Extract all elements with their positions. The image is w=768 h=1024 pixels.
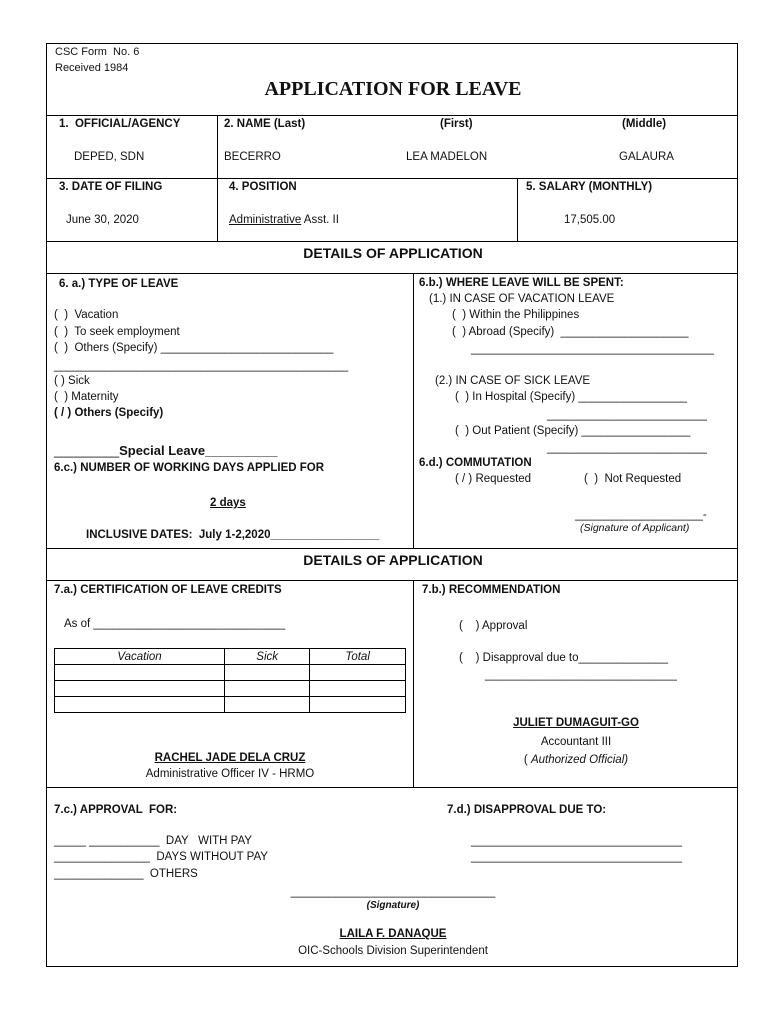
- name-first-label: (First): [440, 118, 473, 130]
- date-of-filing-value: June 30, 2020: [66, 214, 139, 226]
- option-sick: ( ) Sick: [54, 375, 90, 387]
- table-row: [55, 665, 406, 681]
- divider: [47, 115, 737, 116]
- table-row: [55, 697, 406, 713]
- agency-label: 1. OFFICIAL/AGENCY: [59, 118, 181, 130]
- special-leave-prefix: _________: [54, 443, 120, 458]
- authorized-official-paren: (: [523, 754, 531, 766]
- details-heading: DETAILS OF APPLICATION: [303, 552, 483, 568]
- column-divider: [517, 178, 518, 241]
- day-with-pay-line: _____ ___________ DAY WITH PAY: [54, 835, 252, 847]
- column-divider: [217, 115, 218, 241]
- column-total: Total: [310, 649, 406, 665]
- divider: [47, 241, 737, 242]
- type-of-leave-label: 6. a.) TYPE OF LEAVE: [59, 278, 179, 290]
- position-value-rest: Asst. II: [301, 214, 339, 226]
- option-vacation: ( ) Vacation: [54, 309, 119, 321]
- position-label: 4. POSITION: [229, 181, 297, 193]
- column-divider: [413, 273, 414, 548]
- middle-name-value: GALAURA: [619, 151, 674, 163]
- disapproval-blank-line: ______________________________: [485, 669, 677, 681]
- working-days-label: 6.c.) NUMBER OF WORKING DAYS APPLIED FOR: [54, 462, 325, 474]
- date-of-filing-label: 3. DATE OF FILING: [59, 181, 163, 193]
- disapproval-reason-line: _________________________________: [471, 835, 683, 847]
- hrmo-officer-name: RACHEL JADE DELA CRUZ: [154, 752, 306, 764]
- leave-application-form: [46, 43, 738, 967]
- vacation-case-label: (1.) IN CASE OF VACATION LEAVE: [429, 293, 615, 305]
- name-middle-label: (Middle): [622, 118, 667, 130]
- disapproval-reason-line: _________________________________: [471, 851, 683, 863]
- option-within-philippines: ( ) Within the Philippines: [452, 309, 580, 321]
- approver-signature-caption: (Signature): [366, 900, 420, 911]
- option-requested: ( / ) Requested: [455, 473, 532, 485]
- position-value: [229, 214, 339, 228]
- divider: [47, 178, 737, 179]
- commutation-label: 6.d.) COMMUTATION: [419, 457, 532, 469]
- inclusive-dates-label: INCLUSIVE DATES: [86, 529, 189, 541]
- salary-value: 17,505.00: [564, 214, 616, 226]
- leave-credits-label: 7.a.) CERTIFICATION OF LEAVE CREDITS: [54, 584, 282, 596]
- approver-title: OIC-Schools Division Superintendent: [298, 945, 488, 957]
- page-title: APPLICATION FOR LEAVE: [264, 78, 522, 100]
- inclusive-dates: [86, 529, 379, 543]
- option-abroad: ( ) Abroad (Specify) ____________________: [452, 326, 689, 338]
- days-without-pay-line: _______________ DAYS WITHOUT PAY: [54, 851, 268, 863]
- special-leave-value: [54, 443, 277, 459]
- option-maternity: ( ) Maternity: [54, 391, 119, 403]
- divider: [47, 580, 737, 581]
- applicant-signature-line: ____________________-: [575, 509, 707, 521]
- authorized-official-text: Authorized Official): [530, 754, 629, 766]
- option-not-requested: ( ) Not Requested: [584, 473, 682, 485]
- column-sick: Sick: [225, 649, 310, 665]
- working-days-value: 2 days: [210, 497, 246, 509]
- received-year: Received 1984: [55, 62, 129, 74]
- hrmo-officer-title: Administrative Officer IV - HRMO: [145, 768, 315, 780]
- option-seek-employment: ( ) To seek employment: [54, 326, 180, 338]
- others-blank-line: ______________________________________________: [54, 360, 349, 372]
- recommendation-label: 7.b.) RECOMMENDATION: [422, 584, 561, 596]
- disapproval-due-label: 7.d.) DISAPPROVAL DUE TO:: [447, 804, 607, 816]
- details-heading: DETAILS OF APPLICATION: [303, 245, 483, 261]
- applicant-signature-caption: (Signature of Applicant): [580, 522, 690, 534]
- option-others-checked: ( / ) Others (Specify): [54, 407, 164, 419]
- last-name-value: BECERRO: [224, 151, 281, 163]
- others-line: ______________ OTHERS: [54, 868, 198, 880]
- hospital-blank-line: _________________________: [547, 409, 707, 421]
- divider: [47, 548, 737, 549]
- option-disapproval: ( ) Disapproval due to______________: [459, 652, 669, 664]
- option-in-hospital: ( ) In Hospital (Specify) _________________: [455, 391, 688, 403]
- out-patient-blank-line: _________________________: [547, 442, 707, 454]
- option-out-patient: ( ) Out Patient (Specify) _________________: [455, 425, 691, 437]
- as-of-field: As of ______________________________: [64, 618, 286, 630]
- accountant-title: Accountant III: [540, 736, 612, 748]
- position-value-underlined: Administrative: [229, 214, 302, 226]
- column-vacation: Vacation: [55, 649, 225, 665]
- option-approval: ( ) Approval: [459, 620, 528, 632]
- form-number: CSC Form No. 6: [55, 46, 140, 58]
- leave-credits-table: [54, 648, 406, 713]
- option-others: ( ) Others (Specify) ___________________________: [54, 342, 334, 354]
- approver-signature-line: ________________________________: [290, 886, 496, 898]
- salary-label: 5. SALARY (MONTHLY): [526, 181, 653, 193]
- name-last-label: 2. NAME (Last): [224, 118, 306, 130]
- abroad-blank-line: ______________________________________: [471, 343, 715, 355]
- table-header-row: [55, 649, 406, 665]
- table-row: [55, 681, 406, 697]
- approval-for-label: 7.c.) APPROVAL FOR:: [54, 804, 178, 816]
- accountant-name: JULIET DUMAGUIT-GO: [513, 717, 639, 729]
- authorized-official-caption: [413, 754, 739, 768]
- where-spent-label: 6.b.) WHERE LEAVE WILL BE SPENT:: [419, 277, 624, 289]
- divider: [47, 273, 737, 274]
- sick-case-label: (2.) IN CASE OF SICK LEAVE: [435, 375, 591, 387]
- agency-value: DEPED, SDN: [74, 151, 145, 163]
- first-name-value: LEA MADELON: [406, 151, 488, 163]
- divider: [47, 787, 737, 788]
- approver-name: LAILA F. DANAQUE: [339, 928, 447, 940]
- inclusive-dates-value: : July 1-2,2020_________________: [188, 529, 380, 541]
- special-leave-text: Special Leave__________: [119, 443, 278, 458]
